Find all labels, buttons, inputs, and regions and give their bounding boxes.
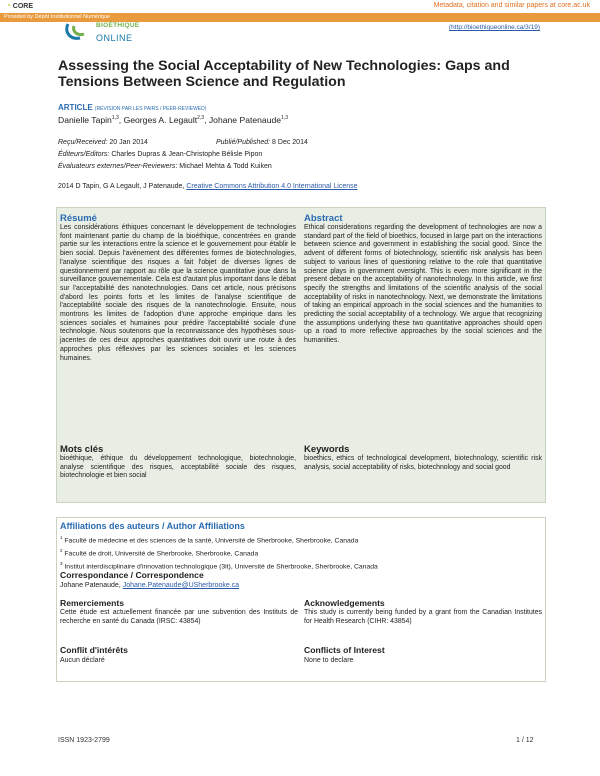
- article-type-tag: [58, 103, 206, 112]
- issn-footer: ISSN 1923-2799: [58, 737, 110, 744]
- received-date: [58, 139, 148, 146]
- correspondence-name: Johane Patenaude,: [60, 582, 121, 589]
- received-label: Reçu/Received:: [58, 139, 108, 146]
- affiliation-item: [60, 546, 530, 559]
- author-affil-sup: 1,3: [281, 115, 288, 122]
- received-value: 20 Jan 2014: [109, 139, 148, 146]
- affiliation-item: [60, 533, 530, 546]
- author-list: Danielle Tapin$^{1,3}$, Georges A. Legault$^{2,3}$, Johane Patenaude$^{1,3}$: [58, 115, 288, 125]
- affiliation-sup: 1: [60, 535, 63, 540]
- acknowledgements-heading: Acknowledgements: [304, 598, 385, 608]
- resume-text: Les considérations éthiques concernant le développement de technologies font maintenant partie du champ de la bioéthique, concentrées en grande partie sur les interactions entre la science et le gouvernement pour établir le bien social. Depuis l'avènement des différentes formes de biotechnologies, l'analyse scientifique des risques a fait l'objet de diverses lignes de questionnement par rapport au rôle que la science quantitative joue dans la surveillance gouvernementale. Cela est d'autant plus important dans le débat sur l'acceptabilité des nanotechnologies. Dans cet article, nous précisons d'abord les points forts et les limites de l'analyse scientifique de l'acceptabilité sociale des risques de la nanotechnologie. Ensuite, nous montrons les limites de l'adoption d'une approche empirique dans les sciences sociales et humaines pour prédire l'acceptabilité sociale d'une technologie. Nous soutenons que la reconnaissance des hypothèses sous-jacentes de ces deux approches quantitatives doit ouvrir une route à des approches plus réflexives par les sciences sociales et les sciences humaines.: [60, 224, 296, 362]
- journal-logo-online: ONLINE: [96, 33, 133, 43]
- mots-cles-text: bioéthique, éthique du développement technologique, biotechnologie, analyse scientifique des risques, acceptabilité sociale des risques, biotechnologie et bien social: [60, 455, 296, 480]
- published-date: [216, 139, 308, 146]
- editors-line: [58, 151, 262, 158]
- provider-text[interactable]: Provided by Dépôt Institutionnel Numérique: [4, 14, 111, 20]
- resume-heading: Résumé: [60, 213, 97, 224]
- peer-review-label: (RÉVISION PAR LES PAIRS / PEER-REVIEWED): [94, 106, 207, 112]
- correspondence-heading: Correspondance / Correspondence: [60, 570, 204, 580]
- author-name: Danielle Tapin: [58, 115, 112, 125]
- article-type-label: ARTICLE: [58, 103, 93, 112]
- affiliation-text: Institut interdisciplinaire d'innovation technologique (3it), Université de Sherbrooke, Sherbrooke, Canada: [64, 563, 378, 571]
- published-value: 8 Dec 2014: [272, 139, 308, 146]
- remerciements-heading: Remerciements: [60, 598, 125, 608]
- acknowledgements-text: This study is currently being funded by a grant from the Canadian Institutes for Health Research (CIHR: 43854): [304, 609, 542, 625]
- journal-url-link[interactable]: (http://bioethiqueonline.ca/3/19): [448, 24, 540, 31]
- abstract-text: Ethical considerations regarding the development of technologies are now a standard part of the field of bioethics, focused in large part on the interactions between science and government in establishing the social good. Since the advent of different forms of biotechnology, scientific risk analysis has been subject to various lines of questioning relative to the role that quantitative science plays in government oversight. This is even more significant in the present debate on the acceptability of nanotechnology. In this article, we first specify the strengths and limitations of the scientific analysis of the social acceptability of risks in nanotechnology. Next, we demonstrate the limitations of taking an empirical approach in the social sciences and the humanities to predicting the social acceptability of a technology. We argue that recognizing the assumptions underlying these two quantitative approaches should open up a road to more reflective approaches by the social sciences and the humanities.: [304, 224, 542, 345]
- author-affil-sup: 1,3: [111, 115, 119, 122]
- reviewers-line: [58, 163, 272, 170]
- abstract-heading: Abstract: [304, 213, 343, 224]
- author-name: Georges A. Legault: [123, 115, 198, 125]
- core-mark-icon: ◔: [6, 1, 11, 10]
- affiliation-sup: 3: [60, 561, 63, 567]
- remerciements-text: Cette étude est actuellement financée par une subvention des Instituts de recherche en santé du Canada (IRSC: 43854): [60, 609, 298, 625]
- keywords-text: bioethics, ethics of technological development, biotechnology, scientific risk analysis, social acceptability of risks, biotechnology and social good: [304, 455, 542, 471]
- editors-label: Éditeurs/Editors:: [58, 151, 110, 158]
- license-prefix: 2014 D Tapin, G A Legault, J Patenaude,: [58, 183, 185, 190]
- license-link[interactable]: Creative Commons Attribution 4.0 International License: [186, 183, 358, 190]
- journal-logo-icon: [60, 22, 96, 42]
- conflicts-text: None to declare: [304, 657, 354, 664]
- license-line: [58, 183, 358, 190]
- correspondence-email-link[interactable]: Johane.Patenaude@USherbrooke.ca: [122, 582, 240, 589]
- journal-logo-text: BIOÉTHIQUE: [96, 22, 140, 29]
- mots-cles-heading: Mots clés: [60, 444, 104, 455]
- published-label: Publié/Published:: [216, 139, 271, 146]
- editors-value: Charles Dupras & Jean-Christophe Bélisle Pipon: [111, 151, 263, 158]
- affiliation-sup: 2: [60, 548, 63, 554]
- correspondence-line: [60, 582, 239, 589]
- page-number: 1 / 12: [516, 737, 534, 744]
- affiliation-text: Faculté de médecine et des sciences de la santé, Université de Sherbrooke, Sherbrooke, Canada: [64, 537, 359, 545]
- affiliations-heading: Affiliations des auteurs / Author Affiliations: [60, 521, 245, 531]
- conflicts-heading: Conflicts of Interest: [304, 645, 385, 655]
- core-logo-text: CORE: [12, 3, 34, 10]
- author-name: Johane Patenaude: [208, 115, 282, 125]
- keywords-heading: Keywords: [304, 444, 350, 455]
- core-metadata-link[interactable]: Metadata, citation and similar papers at core.ac.uk: [433, 2, 590, 9]
- article-title: Assessing the Social Acceptability of New Technologies: Gaps and Tensions Between Science and Regulation: [58, 58, 510, 90]
- conflit-text: Aucun déclaré: [60, 657, 105, 664]
- reviewers-value: : Michael Mehta & Todd Kuiken: [175, 163, 272, 170]
- reviewers-label: Évaluateurs externes/Peer-Reviewers: [58, 163, 176, 170]
- core-logo[interactable]: [6, 1, 33, 10]
- affiliations-list: [60, 533, 530, 572]
- affiliation-text: Faculté de droit, Université de Sherbrooke, Sherbrooke, Canada: [64, 550, 259, 558]
- author-affil-sup: 2,3: [197, 115, 205, 122]
- conflit-heading: Conflit d'intérêts: [60, 645, 128, 655]
